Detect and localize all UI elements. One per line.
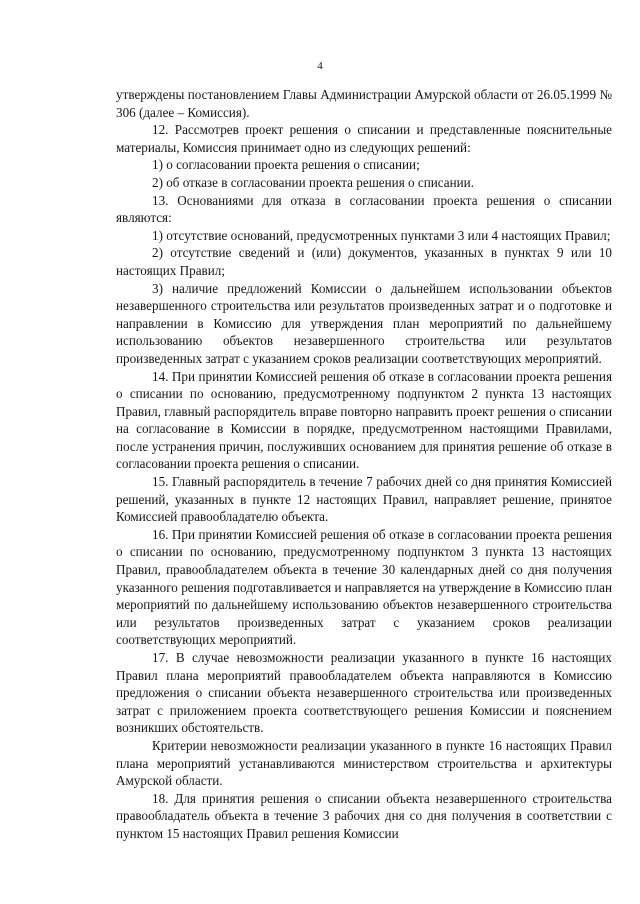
- paragraph-13-item-1: 1) отсутствие оснований, предусмотренных пунктами 3 или 4 настоящих Правил;: [152, 227, 611, 243]
- document-body: [116, 86, 612, 843]
- paragraph-continuation: утверждены постановлением Главы Администрации Амурской области от 26.05.1999 № 306 (далее – Комиссия).: [116, 87, 612, 120]
- page-number: 4: [317, 60, 323, 72]
- paragraph-18: 18. Для принятия решения о списании объекта незавершенного строительства правообладатель объекта в течение 3 рабочих дня со дня получения в соответствии с пунктом 15 настоящих Правил решения Комиссии: [116, 790, 612, 841]
- paragraph-13-item-3: 3) наличие предложений Комиссии о дальнейшем использовании объектов незавершенного строительства или результатов произведенных затрат и о подготовке и направлении в Комиссию для утверждения план мероприятий по дальнейшему использованию объектов незавершенного строительства или результатов произведенных затрат с указанием сроков реализации соответствующих мероприятий.: [116, 280, 612, 366]
- paragraph-14: 14. При принятии Комиссией решения об отказе в согласовании проекта решения о списании по основанию, предусмотренному подпунктом 2 пункта 13 настоящих Правил, главный распорядитель вправе повторно направить проект решения о списании на согласование в Комиссии в порядке, предусмотренном настоящими Правилами, после устранения причин, послуживших основанием для принятия решение об отказе в согласовании проекта решения о списании.: [116, 368, 612, 472]
- paragraph-17-criteria: Критерии невозможности реализации указанного в пункте 16 настоящих Правил плана мероприятий устанавливаются министерством строительства и архитектуры Амурской области.: [116, 737, 612, 789]
- paragraph-15: 15. Главный распорядитель в течение 7 рабочих дней со дня принятия Комиссией решений, указанных в пункте 12 настоящих Правил, направляет решение, принятое Комиссией правообладателю объекта.: [116, 474, 612, 525]
- paragraph-12: 12. Рассмотрев проект решения о списании и представленные пояснительные материалы, Комиссия принимает одно из следующих решений:: [116, 122, 612, 155]
- paragraph-13: 13. Основаниями для отказа в согласовании проекта решения о списании являются:: [116, 192, 612, 226]
- paragraph-17: 17. В случае невозможности реализации указанного в пункте 16 настоящих Правил плана мероприятий правообладателем объекта направляются в Комиссию предложения о списании объекта незавершенного строительства или произведенных затрат с приложением проекта соответствующего решения Комиссии и пояснением возникших обстоятельств.: [116, 650, 612, 736]
- paragraph-12-item-2: 2) об отказе в согласовании проекта решения о списании.: [152, 174, 474, 190]
- paragraph-12-item-1: 1) о согласовании проекта решения о списании;: [152, 157, 420, 173]
- paragraph-13-item-2: 2) отсутствие сведений и (или) документов, указанных в пунктах 9 или 10 настоящих Правил;: [116, 245, 612, 278]
- paragraph-16: 16. При принятии Комиссией решения об отказе в согласовании проекта решения о списании по основанию, предусмотренному подпунктом 3 пункта 13 настоящих Правил, правообладателем объекта в течение 30 календарных дней со дня получения указанного решения подготавливается и направляется на утверждение в Комиссию план мероприятий по дальнейшему использованию объектов незавершенного строительства или результатов произведенных затрат с указанием сроков реализации соответствующих мероприятий.: [116, 526, 612, 648]
